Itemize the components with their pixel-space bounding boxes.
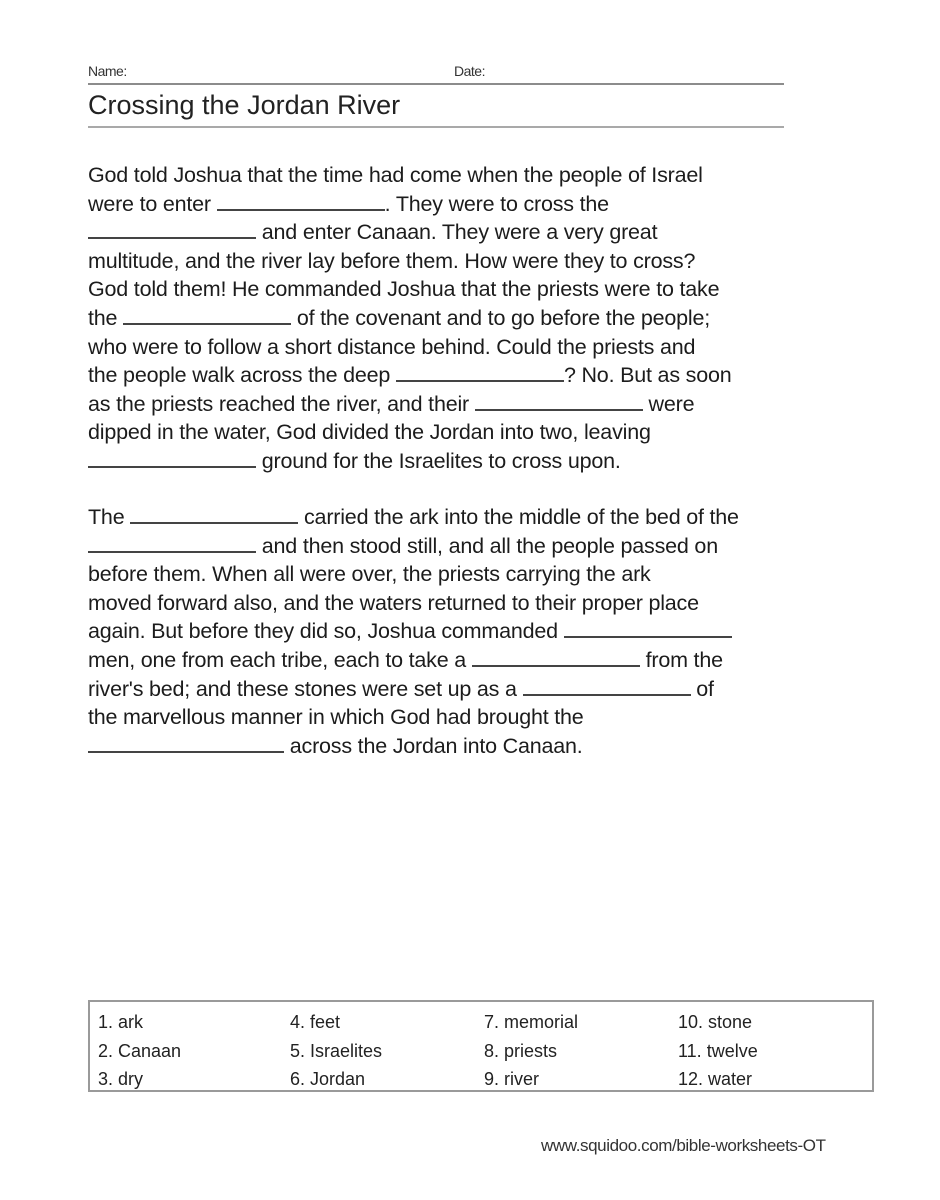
paragraph-1 bbox=[88, 161, 858, 476]
text-line: God told them! He commanded Joshua that the priests were to take bbox=[88, 277, 720, 302]
word-bank-column bbox=[290, 1008, 382, 1094]
word-bank-item: 6. Jordan bbox=[290, 1069, 366, 1089]
text-line: The carried the ark into the middle of the bed of the bbox=[88, 505, 739, 529]
word-bank-item: 8. priests bbox=[484, 1040, 558, 1061]
answer-blank[interactable] bbox=[523, 676, 691, 696]
word-bank-item: 11. twelve bbox=[678, 1040, 758, 1061]
word-bank-item: 7. memorial bbox=[484, 1012, 579, 1032]
text-line: who were to follow a short distance behind. Could the priests and bbox=[88, 334, 696, 359]
text-line: ground for the Israelites to cross upon. bbox=[88, 447, 858, 476]
text-line: men, one from each tribe, each to take a from the bbox=[88, 647, 723, 672]
name-label: Name: bbox=[88, 63, 127, 79]
answer-blank[interactable] bbox=[475, 391, 643, 411]
word-bank-item: 2. Canaan bbox=[98, 1040, 182, 1061]
answer-blank[interactable] bbox=[396, 362, 564, 382]
name-date-row bbox=[88, 61, 784, 85]
answer-blank[interactable] bbox=[130, 504, 298, 524]
answer-blank[interactable] bbox=[88, 219, 256, 239]
text-line: were to enter . They were to cross the bbox=[88, 191, 609, 216]
date-label: Date: bbox=[454, 63, 485, 79]
source-url: www.squidoo.com/bible-worksheets-OT bbox=[541, 1136, 826, 1155]
text-line: and then stood still, and all the people passed on bbox=[88, 532, 858, 561]
answer-blank[interactable] bbox=[564, 618, 732, 638]
answer-blank[interactable] bbox=[123, 305, 291, 325]
word-bank-column bbox=[98, 1008, 181, 1094]
answer-blank[interactable] bbox=[88, 533, 256, 553]
text-line: as the priests reached the river, and their were bbox=[88, 391, 695, 416]
text-line: river's bed; and these stones were set up as a of bbox=[88, 676, 714, 701]
answer-blank[interactable] bbox=[217, 191, 385, 211]
text-line: God told Joshua that the time had come when the people of Israel bbox=[88, 163, 703, 187]
word-bank-item: 5. Israelites bbox=[290, 1040, 383, 1061]
worksheet-title: Crossing the Jordan River bbox=[88, 88, 784, 128]
word-bank-item: 10. stone bbox=[678, 1012, 753, 1032]
text-line: multitude, and the river lay before them. How were they to cross? bbox=[88, 248, 696, 273]
answer-blank[interactable] bbox=[88, 448, 256, 468]
word-bank-item: 12. water bbox=[678, 1069, 753, 1089]
word-bank-item: 3. dry bbox=[98, 1069, 144, 1089]
word-bank-column bbox=[678, 1008, 758, 1094]
text-line: the of the covenant and to go before the people; bbox=[88, 305, 711, 330]
word-bank-item: 1. ark bbox=[98, 1012, 144, 1032]
text-line: before them. When all were over, the priests carrying the ark bbox=[88, 562, 651, 587]
text-line: moved forward also, and the waters returned to their proper place bbox=[88, 590, 699, 615]
text-line: and enter Canaan. They were a very great bbox=[88, 218, 858, 247]
paragraph-2 bbox=[88, 503, 858, 760]
text-line: across the Jordan into Canaan. bbox=[88, 732, 858, 761]
answer-blank[interactable] bbox=[472, 647, 640, 667]
word-bank-item: 4. feet bbox=[290, 1012, 341, 1032]
answer-blank[interactable] bbox=[88, 733, 284, 753]
word-bank-item: 9. river bbox=[484, 1069, 540, 1089]
text-line: dipped in the water, God divided the Jordan into two, leaving bbox=[88, 420, 651, 445]
text-line: again. But before they did so, Joshua commanded bbox=[88, 617, 858, 646]
text-line: the marvellous manner in which God had brought the bbox=[88, 705, 584, 730]
word-bank bbox=[88, 1000, 874, 1092]
word-bank-column bbox=[484, 1008, 578, 1094]
text-line: the people walk across the deep ? No. But as soon bbox=[88, 363, 732, 388]
